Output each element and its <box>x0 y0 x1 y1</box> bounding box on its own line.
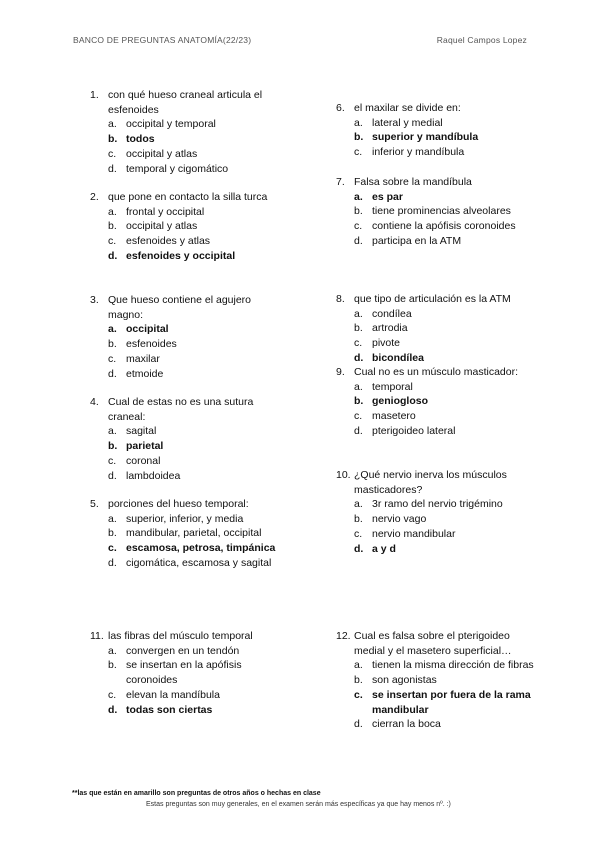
answer-option-correct <box>354 542 536 557</box>
option-text: esfenoides <box>126 338 177 351</box>
answer-option <box>354 512 536 527</box>
option-text: frontal y occipital <box>126 205 205 218</box>
option-letter: b. <box>108 659 117 672</box>
question-number: 6. <box>336 102 345 114</box>
option-letter: b. <box>354 674 363 687</box>
answer-option <box>108 367 285 382</box>
option-letter: d. <box>354 718 363 731</box>
option-letter: c. <box>108 542 117 555</box>
answer-option <box>354 424 536 439</box>
option-text: elevan la mandíbula <box>126 688 220 701</box>
answer-option-correct <box>354 351 536 366</box>
question-block <box>336 365 536 439</box>
question-text <box>336 629 536 658</box>
answer-option-correct <box>108 249 285 264</box>
answer-option <box>108 526 285 541</box>
question-label: que tipo de articulación es la ATM <box>354 293 511 305</box>
question-block <box>90 629 285 717</box>
option-text: condílea <box>372 307 412 320</box>
answer-option <box>108 512 285 527</box>
option-text: se insertan en la apófisis coronoides <box>126 659 242 687</box>
option-text: parietal <box>126 440 164 453</box>
answer-option-correct <box>354 130 536 145</box>
option-text: tiene prominencias alveolares <box>372 205 511 218</box>
option-letter: a. <box>108 323 117 336</box>
option-letter: d. <box>354 351 364 364</box>
answer-option <box>108 352 285 367</box>
option-letter: a. <box>108 118 117 131</box>
question-block <box>90 190 285 264</box>
option-letter: a. <box>354 659 363 672</box>
answer-option <box>108 162 285 177</box>
answer-option <box>108 117 285 132</box>
question-block <box>336 468 536 556</box>
option-text: mandibular, parietal, occipital <box>126 527 262 540</box>
answer-option <box>108 688 285 703</box>
question-text <box>336 365 536 380</box>
question-block <box>336 292 536 366</box>
option-text: se insertan por fuera de la rama mandibular <box>372 688 531 716</box>
option-letter: a. <box>354 190 363 203</box>
option-text: pivote <box>372 337 401 350</box>
question-label: Cual de estas no es una sutura craneal: <box>108 396 254 423</box>
option-letter: b. <box>108 338 117 351</box>
option-text: occipital y temporal <box>126 118 216 131</box>
option-letter: b. <box>354 322 363 335</box>
option-text: nervio vago <box>372 513 427 526</box>
option-letter: d. <box>354 234 363 247</box>
option-text: etmoide <box>126 367 164 380</box>
option-text: nervio mandibular <box>372 527 456 540</box>
question-text <box>336 468 536 497</box>
option-text: esfenoides y occipital <box>126 249 236 262</box>
option-text: temporal y cigomático <box>126 162 229 175</box>
option-letter: c. <box>108 147 117 160</box>
option-text: escamosa, petrosa, timpánica <box>126 542 276 555</box>
option-text: 3r ramo del nervio trigémino <box>372 498 503 511</box>
option-text: todos <box>126 133 155 146</box>
option-letter: a. <box>108 512 117 525</box>
question-label: ¿Qué nervio inerva los músculos masticadores? <box>354 469 507 496</box>
question-label: las fibras del músculo temporal <box>108 630 253 642</box>
answer-option <box>354 321 536 336</box>
question-label: Cual no es un músculo masticador: <box>354 366 518 378</box>
option-text: convergen en un tendón <box>126 644 240 657</box>
answer-option <box>354 717 536 732</box>
option-letter: b. <box>108 440 118 453</box>
option-text: contiene la apófisis coronoides <box>372 220 516 233</box>
question-block <box>90 88 285 176</box>
option-letter: d. <box>108 162 117 175</box>
option-letter: c. <box>354 337 363 350</box>
option-letter: c. <box>108 352 117 365</box>
answer-option <box>108 469 285 484</box>
question-label: el maxilar se divide en: <box>354 102 461 114</box>
option-text: superior, inferior, y media <box>126 512 244 525</box>
option-text: occipital y atlas <box>126 220 198 233</box>
option-text: lambdoidea <box>126 469 181 482</box>
answer-option <box>354 204 536 219</box>
header-author: Raquel Campos Lopez <box>436 35 527 45</box>
question-text <box>90 293 285 322</box>
option-text: temporal <box>372 380 413 393</box>
option-letter: b. <box>108 527 117 540</box>
answer-option-correct <box>108 132 285 147</box>
answer-option-correct <box>354 688 536 717</box>
question-block <box>90 395 285 483</box>
answer-option <box>354 380 536 395</box>
option-letter: c. <box>108 454 117 467</box>
question-number: 4. <box>90 396 99 408</box>
option-text: bicondílea <box>372 351 424 364</box>
option-text: cigomática, escamosa y sagital <box>126 556 272 569</box>
answer-option <box>354 527 536 542</box>
option-letter: d. <box>354 424 363 437</box>
question-number: 11. <box>90 630 104 642</box>
question-label: Cual es falsa sobre el pterigoideo medial y el masetero superficial… <box>354 630 512 657</box>
option-letter: d. <box>108 556 117 569</box>
question-label: que pone en contacto la silla turca <box>108 191 268 203</box>
option-letter: a. <box>354 116 363 129</box>
option-letter: b. <box>108 133 118 146</box>
option-text: cierran la boca <box>372 718 441 731</box>
footer-subnote: Estas preguntas son muy generales, en el examen serán más específicas ya que hay menos nº. :) <box>146 801 451 808</box>
answer-option-correct <box>108 703 285 718</box>
option-text: coronal <box>126 454 161 467</box>
option-letter: c. <box>354 410 363 423</box>
answer-option-correct <box>354 190 536 205</box>
question-number: 8. <box>336 293 345 305</box>
answer-option <box>354 497 536 512</box>
option-text: todas son ciertas <box>126 703 213 716</box>
option-letter: d. <box>354 542 364 555</box>
option-text: participa en la ATM <box>372 234 462 247</box>
option-letter: a. <box>108 644 117 657</box>
option-letter: c. <box>354 220 363 233</box>
question-text <box>90 190 285 205</box>
option-letter: d. <box>108 249 118 262</box>
question-number: 10. <box>336 469 351 481</box>
answer-option <box>354 673 536 688</box>
answer-option-correct <box>108 541 285 556</box>
question-label: porciones del hueso temporal: <box>108 498 249 510</box>
question-label: Que hueso contiene el agujero magno: <box>108 294 252 321</box>
answer-option <box>108 234 285 249</box>
option-text: es par <box>372 190 403 203</box>
question-block <box>90 497 285 571</box>
answer-option <box>108 205 285 220</box>
option-letter: c. <box>354 688 363 701</box>
answer-option-correct <box>354 394 536 409</box>
option-text: occipital <box>126 323 169 336</box>
question-number: 9. <box>336 366 345 378</box>
answer-option <box>108 556 285 571</box>
option-letter: a. <box>354 380 363 393</box>
option-letter: b. <box>354 205 363 218</box>
option-letter: c. <box>354 527 363 540</box>
option-letter: d. <box>108 703 118 716</box>
option-letter: d. <box>108 469 117 482</box>
option-text: superior y mandíbula <box>372 131 479 144</box>
question-label: con qué hueso craneal articula el esfenoides <box>108 89 263 116</box>
option-text: son agonistas <box>372 674 437 687</box>
question-number: 7. <box>336 176 345 188</box>
answer-option <box>108 424 285 439</box>
option-letter: b. <box>354 131 364 144</box>
question-block <box>90 293 285 381</box>
option-letter: d. <box>108 367 117 380</box>
answer-option <box>354 145 536 160</box>
option-text: pterigoideo lateral <box>372 424 456 437</box>
question-text <box>90 497 285 512</box>
option-text: artrodia <box>372 322 408 335</box>
answer-option <box>108 644 285 659</box>
option-letter: b. <box>354 395 364 408</box>
question-number: 2. <box>90 191 99 203</box>
option-letter: c. <box>108 688 117 701</box>
option-text: a y d <box>372 542 396 555</box>
footer-note: **las que están en amarillo son preguntas de otros años o hechas en clase <box>72 790 321 797</box>
question-block <box>336 101 536 160</box>
answer-option <box>108 219 285 234</box>
answer-option-correct <box>108 439 285 454</box>
option-letter: a. <box>108 205 117 218</box>
answer-option <box>354 658 536 673</box>
option-text: sagital <box>126 425 157 438</box>
question-label: Falsa sobre la mandíbula <box>354 176 472 188</box>
answer-option-correct <box>108 322 285 337</box>
option-text: geniogloso <box>372 395 428 408</box>
option-text: occipital y atlas <box>126 147 198 160</box>
option-text: masetero <box>372 410 416 423</box>
answer-option <box>108 147 285 162</box>
option-letter: b. <box>354 513 363 526</box>
answer-option <box>354 116 536 131</box>
option-letter: c. <box>354 146 363 159</box>
header-title: BANCO DE PREGUNTAS ANATOMÍA(22/23) <box>73 35 252 45</box>
option-letter: a. <box>354 498 363 511</box>
answer-option <box>354 336 536 351</box>
question-text <box>90 88 285 117</box>
option-text: maxilar <box>126 352 160 365</box>
answer-option <box>108 454 285 469</box>
option-text: tienen la misma dirección de fibras <box>372 659 534 672</box>
option-text: esfenoides y atlas <box>126 235 211 248</box>
option-letter: c. <box>108 235 117 248</box>
question-text <box>336 175 536 190</box>
option-letter: b. <box>108 220 117 233</box>
option-letter: a. <box>108 425 117 438</box>
option-text: inferior y mandíbula <box>372 146 465 159</box>
question-text <box>90 629 285 644</box>
answer-option <box>354 234 536 249</box>
answer-option <box>108 658 285 687</box>
question-number: 3. <box>90 294 99 306</box>
question-block <box>336 175 536 249</box>
question-text <box>336 101 536 116</box>
question-text <box>90 395 285 424</box>
option-letter: a. <box>354 307 363 320</box>
answer-option <box>354 307 536 322</box>
answer-option <box>354 409 536 424</box>
question-number: 12. <box>336 630 351 642</box>
option-text: lateral y medial <box>372 116 443 129</box>
question-number: 1. <box>90 89 99 101</box>
question-text <box>336 292 536 307</box>
answer-option <box>354 219 536 234</box>
answer-option <box>108 337 285 352</box>
question-number: 5. <box>90 498 99 510</box>
question-block <box>336 629 536 732</box>
